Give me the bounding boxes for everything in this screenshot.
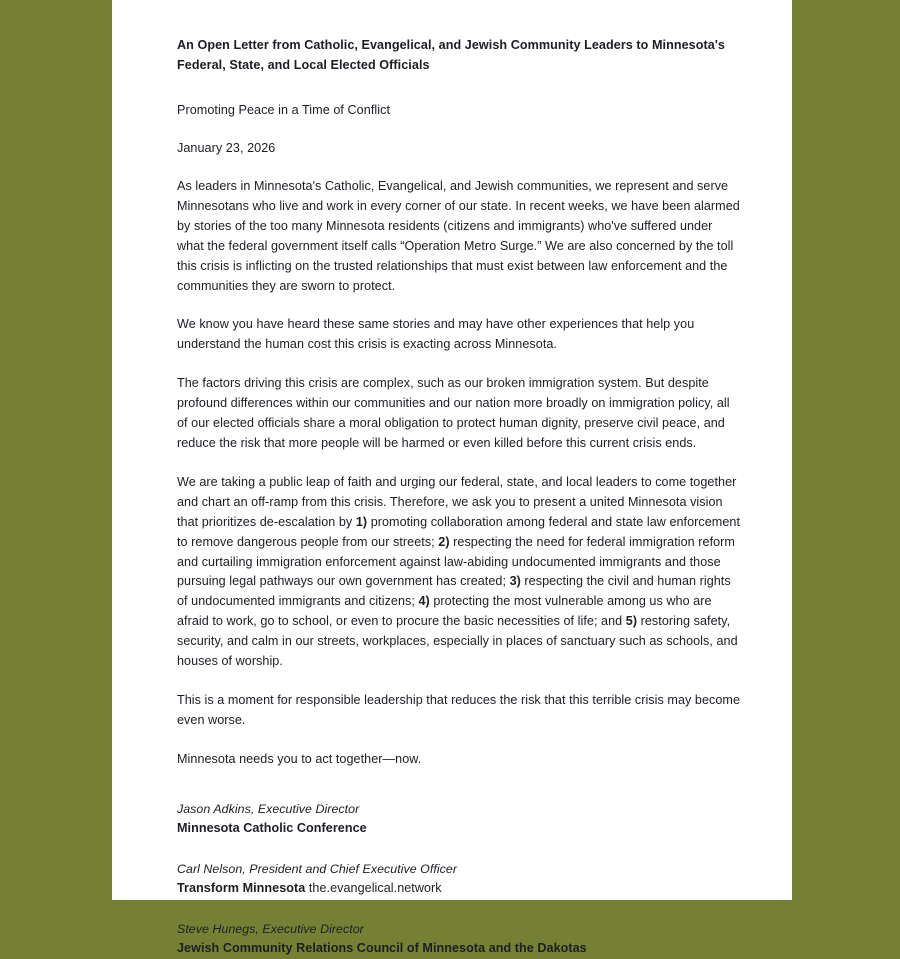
signature-list: [177, 800, 742, 959]
signature-block: [177, 920, 742, 959]
signature-block: [177, 860, 742, 899]
paragraph-closing-call: Minnesota needs you to act together—now.: [177, 751, 422, 766]
signatory-organization: [177, 819, 742, 839]
paragraph-numbered-requests: [177, 473, 742, 672]
organization-name: Transform Minnesota: [177, 881, 306, 896]
request-text-2: respecting the need for federal immigration reform and curtailing immigration enforcement against law-abiding undocumented immigrants and those pursuing legal pathways our own government has created;: [177, 534, 735, 589]
organization-name: Minnesota Catholic Conference: [177, 821, 367, 836]
signatory-organization: [177, 879, 742, 899]
paragraph-responsible-leadership: This is a moment for responsible leadership that reduces the risk that this terrible crisis may become even worse.: [177, 692, 740, 727]
request-text-4: protecting the most vulnerable among us who are afraid to work, go to school, or even to procure the basic necessities of life; and: [177, 594, 712, 629]
spacer: [177, 121, 742, 139]
paragraph-shared-stories: We know you have heard these same stories and may have other experiences that help you understand the human cost this crisis is exacting across Minnesota.: [177, 317, 695, 352]
document-sheet: [112, 0, 792, 956]
page-title: An Open Letter from Catholic, Evangelical, and Jewish Community Leaders to Minnesota's Federal, State, and Local Elected Officials: [177, 38, 725, 72]
organization-subbrand: the.evangelical.network: [305, 881, 442, 896]
organization-name: Jewish Community Relations Council of Minnesota and the Dakotas: [177, 941, 587, 956]
signature-block: [177, 800, 742, 839]
paragraph-opening: As leaders in Minnesota's Catholic, Evangelical, and Jewish communities, we represent and serve Minnesotans who live and work in every corner of our state. In recent weeks, we have been alarmed by stories of the too many Minnesota residents (citizens and immigrants) who've suffered under what the federal government itself calls “Operation Metro Surge.” We are also concerned by the toll this crisis is inflicting on the trusted relationships that must exist between law enforcement and the communities they are sworn to protect.: [177, 179, 740, 293]
request-number-4: 4): [418, 594, 430, 609]
signatory-name-and-title: Carl Nelson, President and Chief Executive Officer: [177, 861, 458, 876]
spacer: [177, 75, 742, 101]
document-body: [177, 36, 742, 959]
requests-intro: We are taking a public leap of faith and urging our federal, state, and local leaders to come together and chart an off-ramp from this crisis. Therefore, we ask you to present a united Minnesota vision that prioritizes de-escalation by: [177, 474, 737, 529]
request-text-1: promoting collaboration among federal and state law enforcement to remove dangerous people from our streets;: [177, 514, 741, 549]
document-subtitle: Promoting Peace in a Time of Conflict: [177, 103, 391, 117]
signatory-name-and-title: Steve Hunegs, Executive Director: [177, 921, 364, 936]
numbered-items-run: [177, 515, 740, 668]
request-number-2: 2): [438, 534, 450, 549]
paragraph-complex-factors: The factors driving this crisis are complex, such as our broken immigration system. But despite profound differences within our communities and our nation more broadly on immigration policy, all of our elected officials share a moral obligation to protect human dignity, preserve civil peace, and reduce the risk that more people will be harmed or even killed before this current crisis ends.: [177, 376, 730, 450]
request-text-5: restoring safety, security, and calm in our streets, workplaces, especially in places of sanctuary such as schools, and houses of worship.: [177, 614, 738, 669]
document-date: January 23, 2026: [177, 140, 276, 155]
request-number-5: 5): [625, 614, 638, 629]
spacer: [177, 158, 742, 177]
request-text-3: respecting the civil and human rights of undocumented immigrants and citizens;: [177, 574, 731, 609]
signatory-organization: [177, 939, 742, 959]
request-number-3: 3): [509, 574, 521, 589]
request-number-1: 1): [355, 514, 368, 529]
signatory-name-and-title: Jason Adkins, Executive Director: [177, 801, 360, 816]
